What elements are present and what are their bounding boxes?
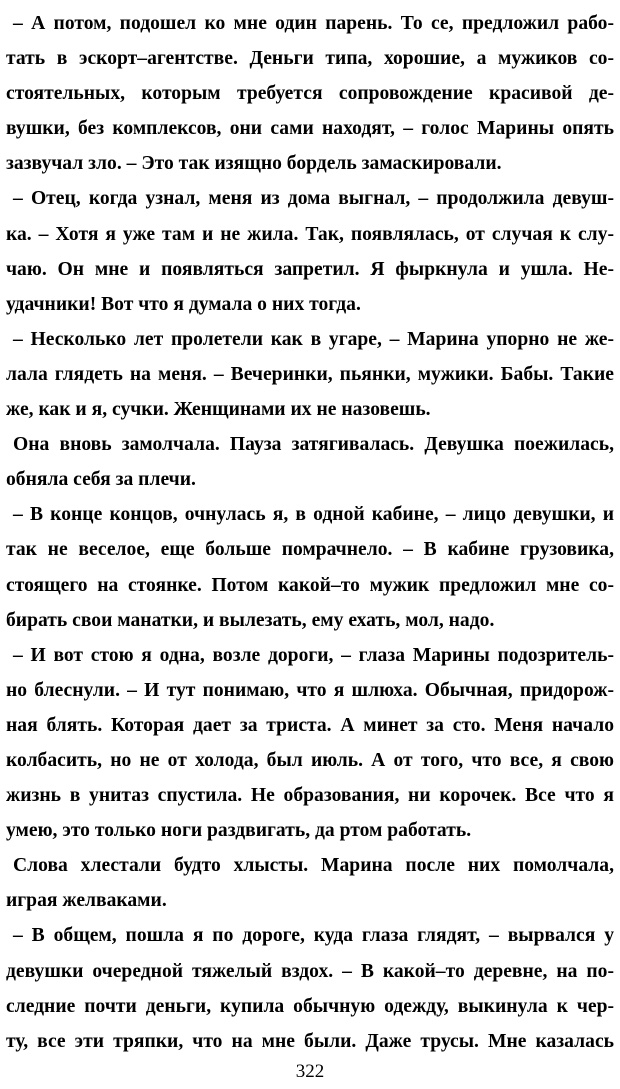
text-line: так не веселое, еще больше помрачнело. – В кабине грузовика, — [6, 539, 614, 561]
text-line: жизнь в унитаз спустила. Не образования, ни корочек. Все что я — [6, 785, 614, 807]
text-line: удачники! Вот что я думала о них тогда. — [6, 293, 361, 315]
text-line: следние почти деньги, купила обычную одежду, выкинула к чер- — [6, 995, 614, 1017]
paragraph — [6, 848, 614, 918]
text-line: бирать свои манатки, и вылезать, ему ехать, мол, надо. — [6, 609, 495, 631]
paragraph — [6, 497, 614, 637]
paragraph — [6, 181, 614, 321]
text-body — [6, 6, 614, 1059]
paragraph — [6, 6, 614, 181]
text-line: вушки, без комплексов, они сами находят, – голос Марины опять — [6, 118, 614, 140]
paragraph — [6, 322, 614, 427]
text-line: девушки очередной тяжелый вздох. – В какой–то деревне, на по- — [6, 960, 614, 982]
text-line: Слова хлестали будто хлысты. Марина после них помолчала, — [13, 855, 614, 877]
text-line: Она вновь замолчала. Пауза затягивалась. Девушка поежилась, — [13, 434, 614, 456]
paragraph — [6, 638, 614, 849]
text-line: же, как и я, сучки. Женщинами их не назовешь. — [6, 399, 431, 421]
text-line: зазвучал зло. – Это так изящно бордель замаскировали. — [6, 153, 502, 175]
text-line: ту, все эти тряпки, что на мне были. Даже трусы. Мне казалась — [6, 1030, 614, 1052]
paragraph — [6, 918, 614, 1058]
text-line: лала глядеть на меня. – Вечеринки, пьянки, мужики. Бабы. Такие — [6, 363, 614, 385]
page-number: 322 — [295, 1061, 325, 1082]
text-line: тать в эскорт–агентстве. Деньги типа, хорошие, а мужиков со- — [6, 48, 614, 70]
text-line: – Несколько лет пролетели как в угаре, – Марина упорно не же- — [13, 328, 614, 350]
text-line: – Отец, когда узнал, меня из дома выгнал, – продолжила девуш- — [13, 188, 614, 210]
text-line: колбасить, но не от холода, был июль. А от того, что все, я свою — [6, 749, 614, 771]
text-line: ная блять. Которая дает за триста. А минет за сто. Меня начало — [6, 714, 614, 736]
text-line: ка. – Хотя я уже там и не жила. Так, появлялась, от случая к слу- — [6, 223, 614, 245]
text-line: – А потом, подошел ко мне один парень. То се, предложил рабо- — [13, 13, 614, 34]
text-line: играя желваками. — [6, 890, 167, 912]
paragraph — [6, 427, 614, 497]
text-line: – И вот стою я одна, возле дороги, – глаза Марины подозритель- — [13, 644, 614, 666]
text-line: стоятельных, которым требуется сопровождение красивой де- — [6, 83, 614, 105]
text-line: – В общем, пошла я по дороге, куда глаза глядят, – вырвался у — [13, 925, 614, 947]
text-line: стоящего на стоянке. Потом какой–то мужик предложил мне со- — [6, 574, 614, 596]
text-line: обняла себя за плечи. — [6, 469, 196, 491]
text-line: – В конце концов, очнулась я, в одной кабине, – лицо девушки, и — [13, 504, 614, 526]
text-line: чаю. Он мне и появляться запретил. Я фыркнула и ушла. Не- — [6, 258, 614, 280]
text-line: умею, это только ноги раздвигать, да ртом работать. — [6, 820, 472, 842]
text-line: но блеснули. – И тут понимаю, что я шлюха. Обычная, придорож- — [6, 679, 614, 701]
